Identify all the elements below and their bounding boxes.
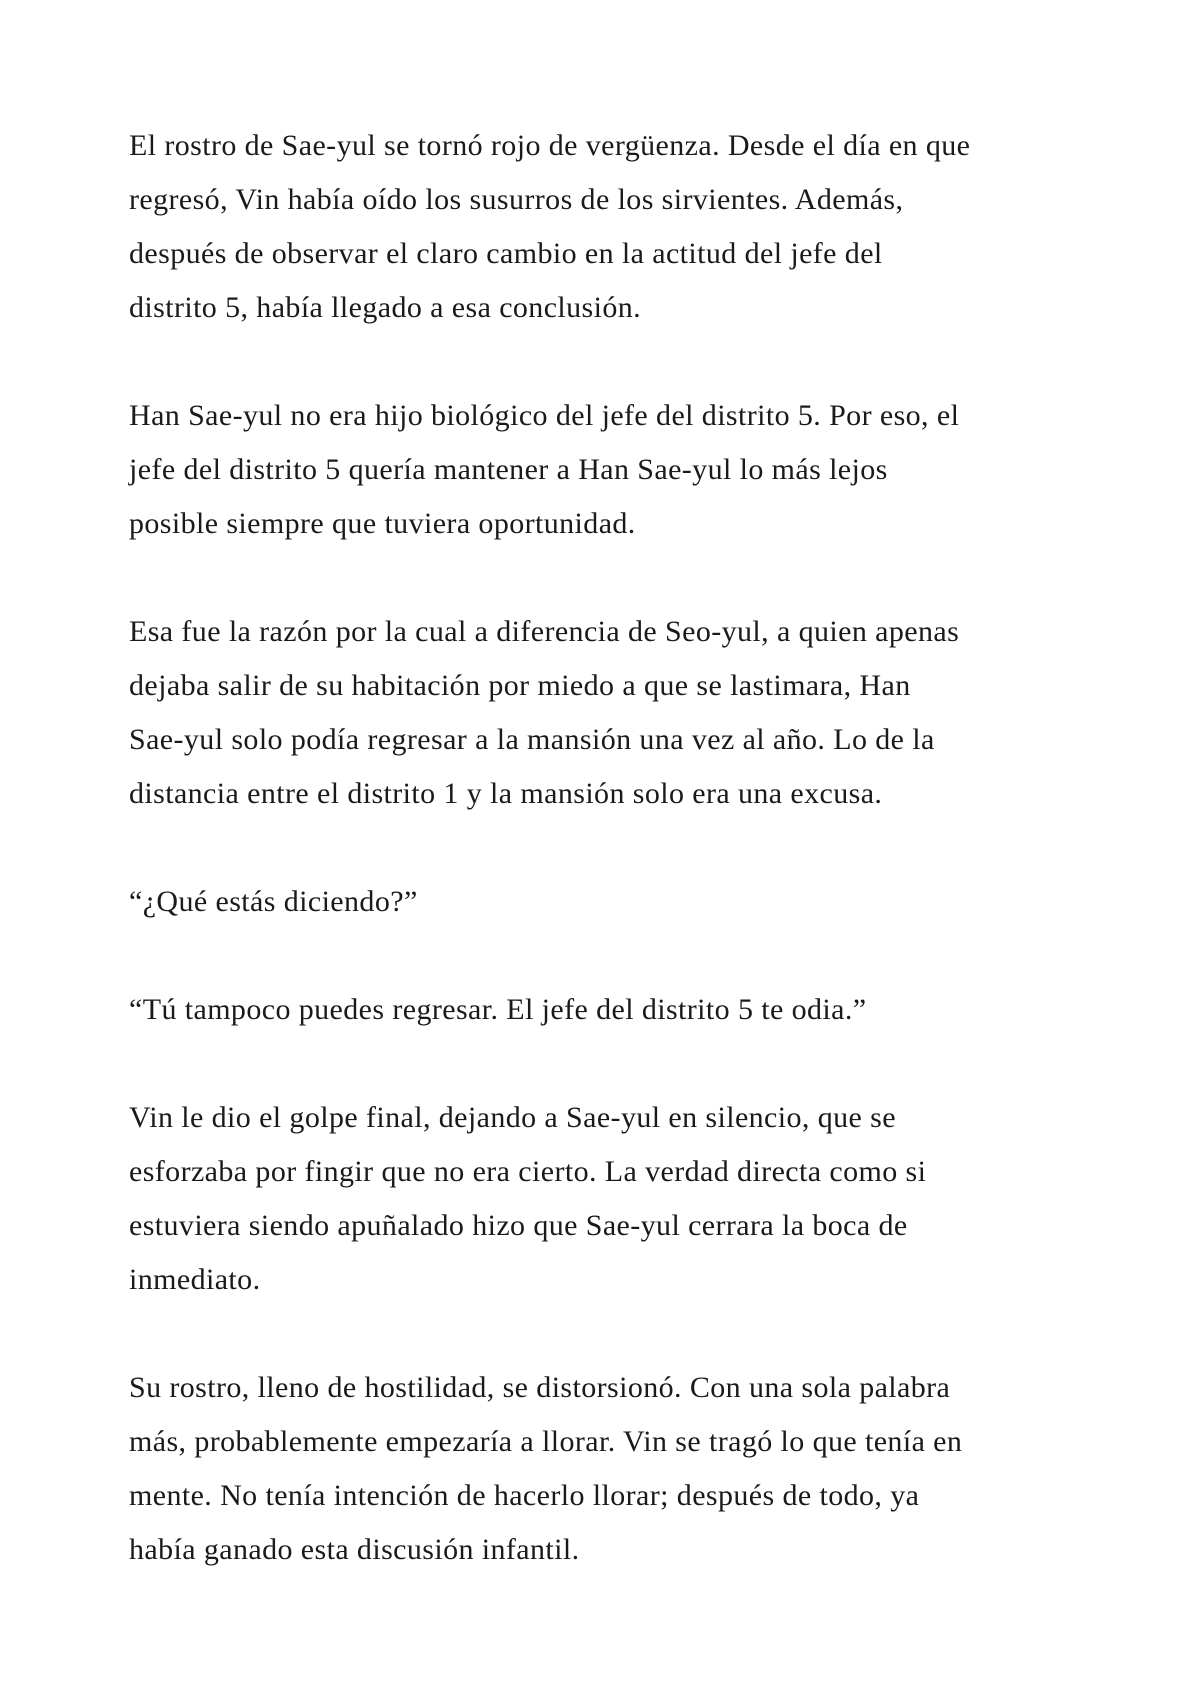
text-line: Su rostro, lleno de hostilidad, se distorsionó. Con una sola palabra xyxy=(129,1371,951,1404)
dialogue-question xyxy=(129,875,1129,929)
text-line: dejaba salir de su habitación por miedo a que se lastimara, Han xyxy=(129,669,911,702)
text-line: regresó, Vin había oído los susurros de los sirvientes. Además, xyxy=(129,183,904,216)
text-line: después de observar el claro cambio en la actitud del jefe del xyxy=(129,237,883,270)
text-line: Vin le dio el golpe final, dejando a Sae-yul en silencio, que se xyxy=(129,1101,896,1134)
text-line: Sae-yul solo podía regresar a la mansión una vez al año. Lo de la xyxy=(129,723,935,756)
paragraph-1 xyxy=(129,119,1129,335)
document-body xyxy=(129,119,1129,1577)
text-line: inmediato. xyxy=(129,1263,261,1296)
text-line: posible siempre que tuviera oportunidad. xyxy=(129,507,636,540)
dialogue-reply xyxy=(129,983,1129,1037)
text-line: distancia entre el distrito 1 y la mansión solo era una excusa. xyxy=(129,777,883,810)
text-line: “¿Qué estás diciendo?” xyxy=(129,885,418,918)
text-line: había ganado esta discusión infantil. xyxy=(129,1533,580,1566)
text-line: distrito 5, había llegado a esa conclusión. xyxy=(129,291,642,324)
paragraph-7 xyxy=(129,1361,1129,1577)
text-line: jefe del distrito 5 quería mantener a Han Sae-yul lo más lejos xyxy=(129,453,888,486)
paragraph-3 xyxy=(129,605,1129,821)
text-line: Han Sae-yul no era hijo biológico del jefe del distrito 5. Por eso, el xyxy=(129,399,960,432)
text-line: estuviera siendo apuñalado hizo que Sae-yul cerrara la boca de xyxy=(129,1209,908,1242)
paragraph-6 xyxy=(129,1091,1129,1307)
text-line: El rostro de Sae-yul se tornó rojo de vergüenza. Desde el día en que xyxy=(129,129,971,162)
text-line: más, probablemente empezaría a llorar. Vin se tragó lo que tenía en xyxy=(129,1425,963,1458)
text-line: esforzaba por fingir que no era cierto. La verdad directa como si xyxy=(129,1155,927,1188)
text-line: “Tú tampoco puedes regresar. El jefe del distrito 5 te odia.” xyxy=(129,993,867,1026)
text-line: mente. No tenía intención de hacerlo llorar; después de todo, ya xyxy=(129,1479,920,1512)
paragraph-2 xyxy=(129,389,1129,551)
text-line: Esa fue la razón por la cual a diferencia de Seo-yul, a quien apenas xyxy=(129,615,960,648)
